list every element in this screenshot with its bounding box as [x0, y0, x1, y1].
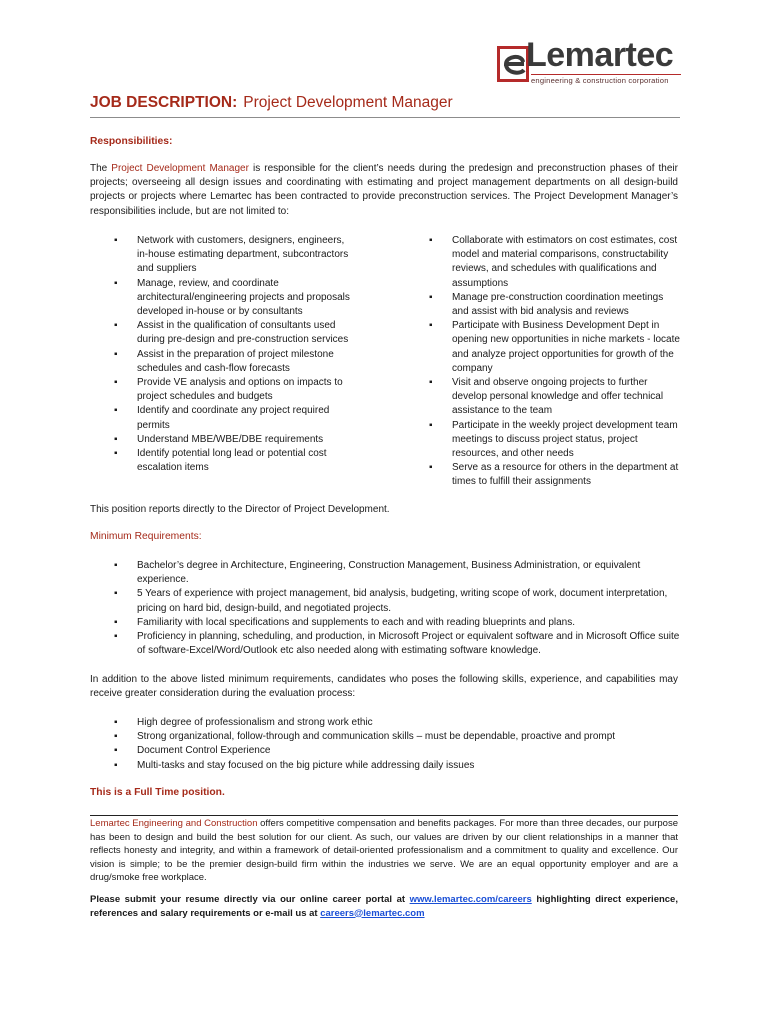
list-item: ▪ Strong organizational, follow-through and communication skills – must be dependable, proactive and prompt — [114, 730, 680, 744]
list-item: ▪ Participate with Business Development Dept in opening new opportunities in niche markets - locate and analyze project opportunities for growth of the company — [429, 319, 681, 376]
apply-middle: highlighting direct experience, references and salary requirements or e-mail us at — [90, 894, 678, 919]
intro-rest: is responsible for the client’s needs during the predesign and preconstruction phases of their projects; overseeing all design issues and coordinating with estimating and project management departments on all design-build projects or projects where Lemartec has been contracted to provide preconstruction services. The Project Development Manager’s responsibilities include, but are not limited to: — [90, 163, 678, 217]
list-item: ▪ Document Control Experience — [114, 744, 680, 758]
logo-wordmark: Lemartec — [526, 36, 674, 74]
title-label: JOB DESCRIPTION: — [90, 94, 238, 111]
responsibilities-right-list — [429, 234, 681, 490]
list-item: ▪ Proficiency in planning, scheduling, and production, in Microsoft Project or equivalent software and in Microsoft Office suite of software-Excel/Word/Outlook etc also needed along with estimating software knowledge. — [114, 630, 680, 658]
responsibilities-intro — [90, 162, 678, 219]
preferred-intro: In addition to the above listed minimum requirements, candidates who poses the following skills, experience, and capabilities may receive greater consideration during the evaluation process: — [90, 674, 678, 700]
intro-role: Project Development Manager — [111, 163, 249, 174]
job-title: Project Development Manager — [243, 94, 453, 111]
list-item: ▪ Provide VE analysis and options on impacts to project schedules and budgets — [114, 376, 358, 404]
lemartec-e-logo-icon — [496, 44, 530, 84]
list-item: ▪ Bachelor’s degree in Architecture, Engineering, Construction Management, Business Administration, or equivalent experience. — [114, 559, 680, 587]
apply-prefix: Please submit your resume directly via our online career portal at — [90, 894, 410, 905]
list-item: ▪ Understand MBE/WBE/DBE requirements — [114, 433, 358, 447]
minimum-requirements-list — [114, 559, 680, 658]
footer-divider — [90, 815, 678, 816]
company-about — [90, 817, 678, 885]
list-item: ▪ Manage, review, and coordinate architectural/engineering projects and proposals developed in-house or by consultants — [114, 277, 358, 320]
full-time-notice: This is a Full Time position. — [90, 787, 225, 798]
preferred-skills-list — [114, 716, 680, 773]
responsibilities-left-list — [114, 234, 358, 475]
list-item: ▪ Participate in the weekly project development team meetings to discuss project status, project resources, and other needs — [429, 419, 681, 462]
list-item: ▪ 5 Years of experience with project management, bid analysis, budgeting, writing scope of work, document interpretation, pricing on hard bid, design-build, and negotiated projects. — [114, 587, 680, 615]
list-item: ▪ Identify and coordinate any project required permits — [114, 404, 358, 432]
list-item: ▪ Serve as a resource for others in the department at times to fulfill their assignments — [429, 461, 681, 489]
list-item: ▪ Identify potential long lead or potential cost escalation items — [114, 447, 358, 475]
list-item: ▪ Collaborate with estimators on cost estimates, cost model and material comparisons, constructability reviews, and schedules with qualifications and assumptions — [429, 234, 681, 291]
intro-prefix: The — [90, 163, 112, 174]
list-item: ▪ Visit and observe ongoing projects to further develop personal knowledge and offer technical assistance to the team — [429, 376, 681, 419]
list-item: ▪ Manage pre-construction coordination meetings and assist with bid analysis and reviews — [429, 291, 681, 319]
logo-tagline: engineering & construction corporation — [531, 74, 681, 85]
company-name: Lemartec Engineering and Construction — [90, 818, 258, 829]
about-text: offers competitive compensation and benefits packages. For more than three decades, our purpose has been to design and build the best solution for our client. As such, our values are driven by our client relationships in a manner that reflects honesty and integrity, and within a framework of detail-oriented professionalism and a commitment to quality and excellence. Our vision is simple; to be the premier design-build firm within the industries we serve. We are an equal opportunity employer and are a drug/smoke free workplace. — [90, 818, 678, 884]
page-title — [90, 94, 680, 112]
company-logo — [496, 36, 680, 88]
career-portal-link[interactable]: www.lemartec.com/careers — [409, 894, 532, 905]
list-item: ▪ Assist in the preparation of project milestone schedules and cash-flow forecasts — [114, 348, 358, 376]
careers-email-link[interactable]: careers@lemartec.com — [320, 907, 425, 919]
list-item: ▪ Familiarity with local specifications and supplements to each and with reading blueprints and plans. — [114, 616, 680, 630]
list-item: ▪ Multi-tasks and stay focused on the big picture while addressing daily issues — [114, 759, 680, 773]
list-item: ▪ Network with customers, designers, engineers, in-house estimating department, subcontractors and suppliers — [114, 234, 358, 277]
title-divider — [90, 117, 680, 118]
apply-instructions — [90, 893, 678, 920]
list-item: ▪ Assist in the qualification of consultants used during pre-design and pre-construction services — [114, 319, 358, 347]
list-item: ▪ High degree of professionalism and strong work ethic — [114, 716, 680, 730]
minimum-requirements-heading: Minimum Requirements: — [90, 531, 202, 542]
reports-to-text: This position reports directly to the Director of Project Development. — [90, 504, 390, 515]
responsibilities-heading: Responsibilities: — [90, 136, 173, 147]
